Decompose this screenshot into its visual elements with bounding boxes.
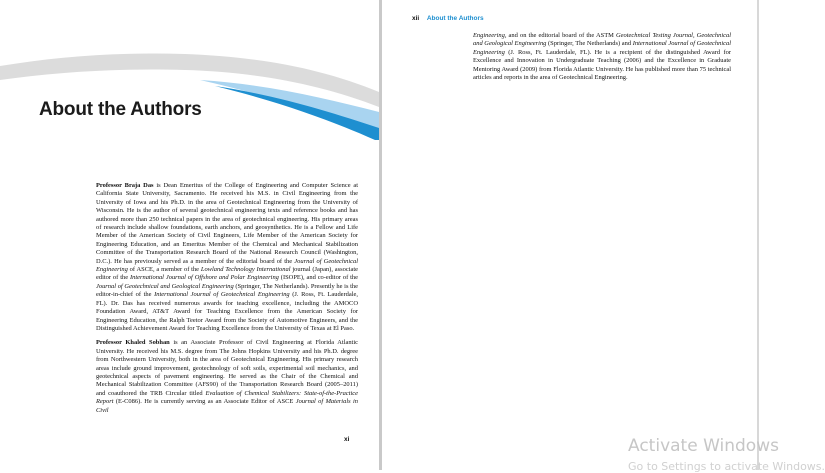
viewer-scroll-edge: [757, 0, 759, 470]
running-head: [412, 15, 484, 22]
right-page: [382, 0, 768, 470]
activate-windows-watermark: Activate Windows: [628, 436, 779, 456]
right-body-text: [473, 32, 731, 82]
activate-windows-subtext: Go to Settings to activate Windows.: [628, 460, 825, 473]
author-bio-das: Professor Braja Das is Dean Emeritus of the College of Engineering and Computer Science at California State University, Sacramento. He received his M.S. in Civil Engineering from the University of Iowa and his Ph.D. in the area of Geotechnical Engineering from the University of Wisconsin. He is the author of several geotechnical engineering texts and reference books and has authored more than 250 technical papers in the area of geotechnical engineering. His primary areas of research include shallow foundations, earth anchors, and geosynthetics. He is a Fellow and Life Member of the American Society of Civil Engineers, Life Member of the American Society for Engineering Education, and an Emeritus Member of the Chemical and Mechanical Stabilization Committee of the Transportation Research Board of the National Research Council (Washington, D.C.). He has previously served as a member of the editorial board of the Journal of Geotechnical Engineering of ASCE, a member of the Lowland Technology International journal (Japan), associate editor of the International Journal of Offshore and Polar Engineering (ISOPE), and co-editor of the Journal of Geotechnical and Geological Engineering (Springer, The Netherlands). Presently he is the editor-in-chief of the International Journal of Geotechnical Engineering (J. Ross, Ft. Lauderdale, FL). Dr. Das has received numerous awards for teaching excellence, including the AMOCO Foundation Award, AT&T Award for Teaching Excellence from the American Society for Engineering Education, the Ralph Teetor Award from the Society of Automotive Engineers, and the Distinguished Achievement Award for Teaching Excellence from the University of Texas at El Paso.: [96, 182, 358, 332]
page-number: xi: [344, 436, 350, 443]
left-body-text: [96, 182, 358, 415]
running-head-page-number: xii: [412, 15, 420, 22]
left-page: [0, 0, 379, 470]
author-bio-sobhan: Professor Khaled Sobhan is an Associate Professor of Civil Engineering at Florida Atlantic University. He received his M.S. degree from The Johns Hopkins University and his Ph.D. degree from Northwestern University, both in the area of Geotechnical Engineering. His primary research areas include ground improvement, geotechnology of soft soils, experimental soil mechanics, and geotechnical aspects of pavement engineering. He served as the Chair of the Chemical and Mechanical Stabilization Committee (AFS90) of the Transportation Research Board (2005–2011) and coauthored the TRB Circular titled Evaluation of Chemical Stabilizers: State-of-the-Practice Report (E-C086). He is currently serving as an Associate Editor of ASCE Journal of Materials in Civil: [96, 339, 359, 414]
author-bio-sobhan-continued: Engineering, and on the editorial board of the ASTM Geotechnical Testing Journal, Geotechnical and Geological Engineering (Springer, The Netherlands) and International Journal of Geotechnical Engineering (J. Ross, Ft. Lauderdale, FL). He is a recipient of the distinguished Award for Excellence and Innovation in Undergraduate Teaching (2006) and the Excellence in Graduate Mentoring Award (2009) from Florida Atlantic University. He has published more than 75 technical articles and reports in the area of Geotechnical Engineering.: [473, 32, 732, 82]
page-title: About the Authors: [39, 99, 202, 120]
running-head-title: About the Authors: [426, 15, 484, 22]
